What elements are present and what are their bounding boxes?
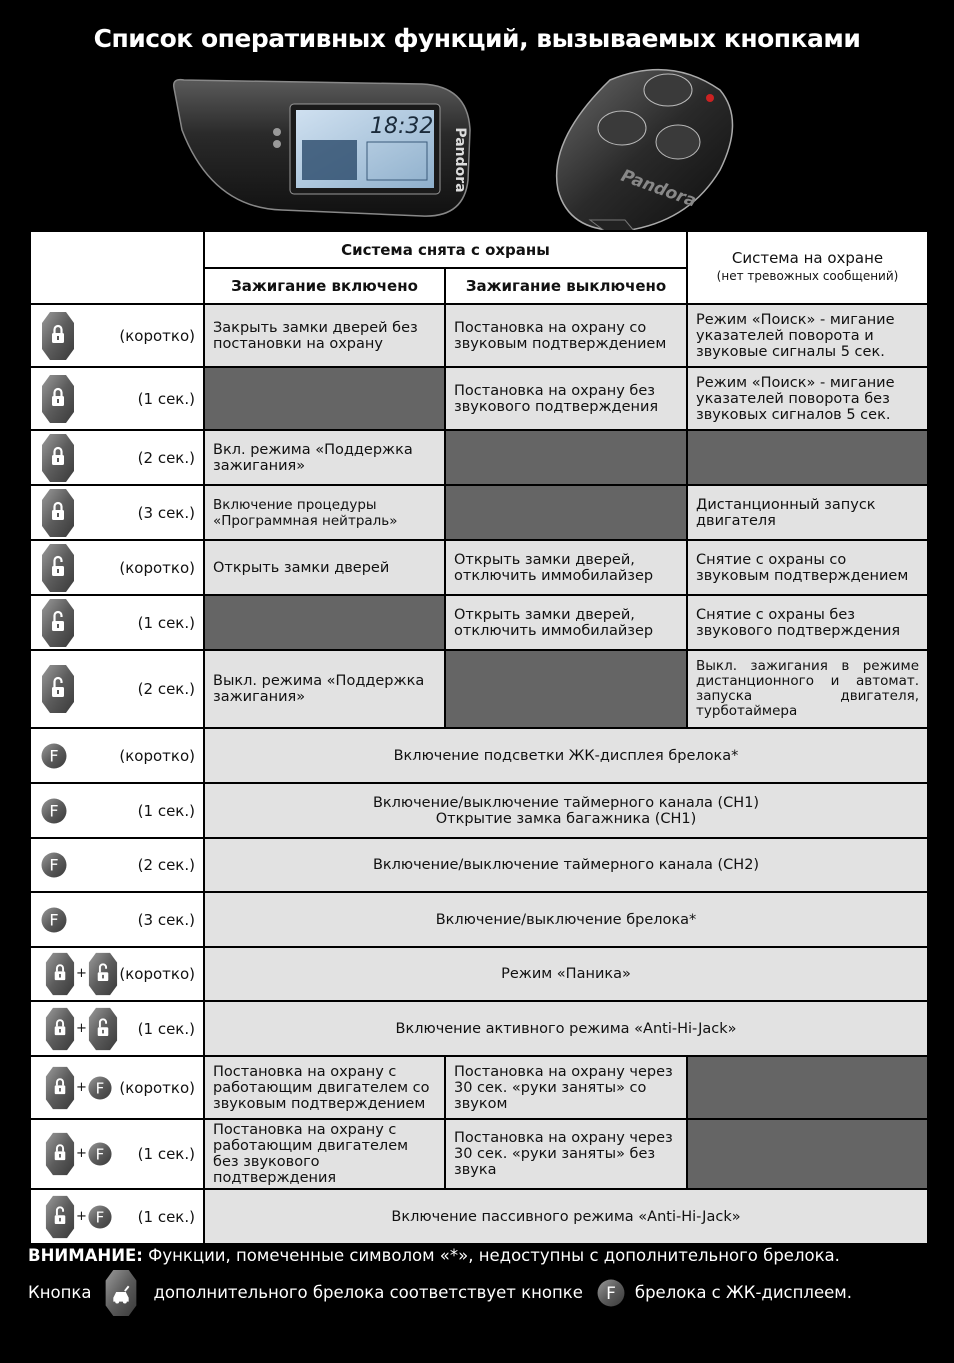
- duration-label: (2 сек.): [137, 856, 195, 874]
- cell-armed-empty: [687, 1056, 928, 1119]
- duration-label: (2 сек.): [137, 680, 195, 698]
- header-corner: [30, 231, 204, 304]
- f-button-letter: F: [49, 855, 59, 875]
- duration-label: (3 сек.): [137, 910, 195, 929]
- table-row: [30, 367, 928, 430]
- unlock-button-icon: [41, 598, 75, 648]
- table-row: [30, 1001, 928, 1056]
- f-button-icon: [88, 1205, 112, 1229]
- cell-ign-off-empty: [445, 485, 687, 540]
- header-armed-title: Система на охране: [731, 249, 884, 267]
- cell-armed: Режим «Поиск» - мигание указателей поворота и звуковые сигналы 5 сек.: [687, 304, 928, 367]
- plus-sign: +: [76, 1079, 87, 1095]
- cell-ign-off: Постановка на охрану без звукового подтверждения: [445, 367, 687, 430]
- key-cell: [30, 892, 204, 947]
- small-key-fob-image: [550, 60, 740, 245]
- cell-span: Включение/выключение брелока*: [204, 892, 928, 947]
- cell-ign-off: Постановка на охрану со звуковым подтверждением: [445, 304, 687, 367]
- attention-line2: [28, 1269, 928, 1317]
- lock-button-icon: [41, 311, 75, 361]
- table-row: [30, 540, 928, 595]
- table-row: [30, 485, 928, 540]
- f-button-icon: [41, 743, 67, 769]
- lock-button-icon: [45, 1007, 75, 1051]
- f-button-icon: [88, 1142, 112, 1166]
- duration-label: (коротко): [119, 1078, 195, 1097]
- table-row: [30, 430, 928, 485]
- unlock-button-icon: [41, 543, 75, 593]
- f-button-letter: F: [95, 1145, 105, 1164]
- header-ignition-off: Зажигание выключено: [445, 268, 687, 304]
- trunk-button-icon: [101, 1269, 141, 1317]
- attention-text: Функции, помеченные символом «*», недоступны с дополнительного брелока.: [142, 1246, 840, 1265]
- key-cell: [30, 838, 204, 892]
- cell-ign-on: Постановка на охрану с работающим двигателем без звукового подтверждения: [204, 1119, 445, 1189]
- header-ignition-on: Зажигание включено: [204, 268, 445, 304]
- cell-span: Включение пассивного режима «Anti-Hi-Jack»: [204, 1189, 928, 1244]
- table-row: [30, 947, 928, 1001]
- duration-label: (3 сек.): [137, 503, 195, 522]
- f-button-icon: [597, 1279, 625, 1307]
- plus-sign: +: [76, 1208, 87, 1224]
- duration-label: (1 сек.): [137, 1145, 195, 1163]
- duration-label: (коротко): [119, 326, 195, 345]
- cell-ign-off-empty: [445, 430, 687, 485]
- header-armed-subtitle: (нет тревожных сообщений): [716, 269, 899, 283]
- f-button-letter: F: [606, 1284, 616, 1304]
- unlock-button-icon: [88, 952, 118, 996]
- f-button-letter: F: [95, 1079, 105, 1097]
- cell-ign-on: Открыть замки дверей: [204, 540, 445, 595]
- unlock-button-icon: [41, 664, 75, 714]
- key-cell: [30, 1189, 204, 1244]
- cell-span-line1: Включение/выключение таймерного канала (CH1): [372, 794, 760, 811]
- lcd-time-text: 18:32: [370, 114, 434, 139]
- key-cell: [30, 947, 204, 1001]
- key-cell: [30, 485, 204, 540]
- page-title: Список оперативных функций, вызываемых кнопками: [93, 24, 861, 53]
- cell-ign-on: Вкл. режима «Поддержка зажигания»: [204, 430, 445, 485]
- note-button-word: Кнопка: [28, 1283, 92, 1302]
- small-fob-brand: Pandora: [618, 165, 700, 212]
- attention-label: ВНИМАНИЕ:: [28, 1246, 143, 1265]
- key-cell: [30, 540, 204, 595]
- duration-label: (1 сек.): [137, 1207, 195, 1226]
- cell-armed: Дистанционный запуск двигателя: [687, 485, 928, 540]
- cell-armed: Снятие с охраны со звуковым подтверждением: [687, 540, 928, 595]
- lock-button-icon: [45, 1132, 75, 1176]
- cell-ign-off: Открыть замки дверей, отключить иммобилайзер: [445, 540, 687, 595]
- attention-note: [28, 1243, 928, 1317]
- lcd-key-fob-image: [172, 70, 472, 220]
- key-cell: [30, 595, 204, 650]
- f-button-icon: [41, 852, 67, 878]
- attention-line1: [28, 1243, 928, 1269]
- cell-ign-off: Постановка на охрану через 30 сек. «руки заняты» без звука: [445, 1119, 687, 1189]
- table-row: [30, 838, 928, 892]
- f-button-letter: F: [49, 910, 59, 929]
- lock-button-icon: [45, 1066, 75, 1110]
- lock-button-icon: [41, 488, 75, 538]
- key-cell: [30, 728, 204, 783]
- table-row: [30, 728, 928, 783]
- key-cell: [30, 1056, 204, 1119]
- key-cell: [30, 430, 204, 485]
- f-button-letter: F: [49, 746, 59, 765]
- f-button-letter: F: [49, 801, 59, 820]
- cell-span: [204, 783, 928, 838]
- key-cell: [30, 1001, 204, 1056]
- duration-label: (коротко): [119, 965, 195, 983]
- cell-span: Режим «Паника»: [204, 947, 928, 1001]
- duration-label: (1 сек.): [137, 801, 195, 820]
- plus-sign: +: [76, 966, 87, 981]
- cell-ign-off: Открыть замки дверей, отключить иммобилайзер: [445, 595, 687, 650]
- unlock-button-icon: [45, 1195, 75, 1239]
- cell-armed-empty: [687, 430, 928, 485]
- cell-armed: Выкл. зажигания в режиме дистанционного и автомат. запуска двигателя, турботаймера: [687, 650, 928, 728]
- cell-armed: Снятие с охраны без звукового подтверждения: [687, 595, 928, 650]
- note-end-text: брелока с ЖК-дисплеем.: [634, 1283, 852, 1302]
- cell-span: Включение подсветки ЖК-дисплея брелока*: [204, 728, 928, 783]
- cell-ign-off-empty: [445, 650, 687, 728]
- f-button-icon: [41, 798, 67, 824]
- duration-label: (1 сек.): [137, 1019, 195, 1038]
- cell-ign-on: Выкл. режима «Поддержка зажигания»: [204, 650, 445, 728]
- cell-ign-on-empty: [204, 367, 445, 430]
- f-button-icon: [41, 907, 67, 933]
- table-row: [30, 1056, 928, 1119]
- key-cell: [30, 304, 204, 367]
- table-row: [30, 595, 928, 650]
- cell-ign-on-empty: [204, 595, 445, 650]
- header-disarmed: Система снята с охраны: [204, 231, 687, 268]
- cell-ign-off: Постановка на охрану через 30 сек. «руки заняты» со звуком: [445, 1056, 687, 1119]
- table-row: [30, 304, 928, 367]
- lock-button-icon: [41, 433, 75, 483]
- plus-sign: +: [76, 1020, 87, 1036]
- cell-span-line2: Открытие замка багажника (CH1): [435, 810, 697, 827]
- table-row: [30, 650, 928, 728]
- cell-ign-on: Закрыть замки дверей без постановки на охрану: [204, 304, 445, 367]
- cell-armed: Режим «Поиск» - мигание указателей поворота без звуковых сигналов 5 сек.: [687, 367, 928, 430]
- duration-label: (коротко): [119, 746, 195, 765]
- duration-label: (коротко): [119, 558, 195, 577]
- lock-button-icon: [45, 952, 75, 996]
- cell-ign-on: Постановка на охрану с работающим двигателем со звуковым подтверждением: [204, 1056, 445, 1119]
- key-cell: [30, 650, 204, 728]
- note-middle-text: дополнительного брелока соответствует кнопке: [153, 1283, 583, 1302]
- cell-ign-on: Включение процедуры «Программная нейтраль»: [204, 485, 445, 540]
- cell-span: Включение активного режима «Anti-Hi-Jack»: [204, 1001, 928, 1056]
- duration-label: (1 сек.): [137, 613, 195, 632]
- duration-label: (2 сек.): [137, 448, 195, 467]
- key-cell: [30, 367, 204, 430]
- cell-armed-empty: [687, 1119, 928, 1189]
- table-row: [30, 892, 928, 947]
- key-cell: [30, 1119, 204, 1189]
- table-row: [30, 1189, 928, 1244]
- lcd-fob-brand: Pandora: [452, 127, 468, 193]
- plus-sign: +: [76, 1146, 87, 1161]
- table-row: [30, 783, 928, 838]
- key-cell: [30, 783, 204, 838]
- duration-label: (1 сек.): [137, 389, 195, 408]
- f-button-icon: [88, 1076, 112, 1100]
- table-row: [30, 1119, 928, 1189]
- unlock-button-icon: [88, 1007, 118, 1051]
- f-button-letter: F: [95, 1208, 105, 1226]
- functions-table: [29, 230, 927, 1245]
- lock-button-icon: [41, 374, 75, 424]
- cell-span: Включение/выключение таймерного канала (CH2): [204, 838, 928, 892]
- header-armed: [687, 231, 928, 304]
